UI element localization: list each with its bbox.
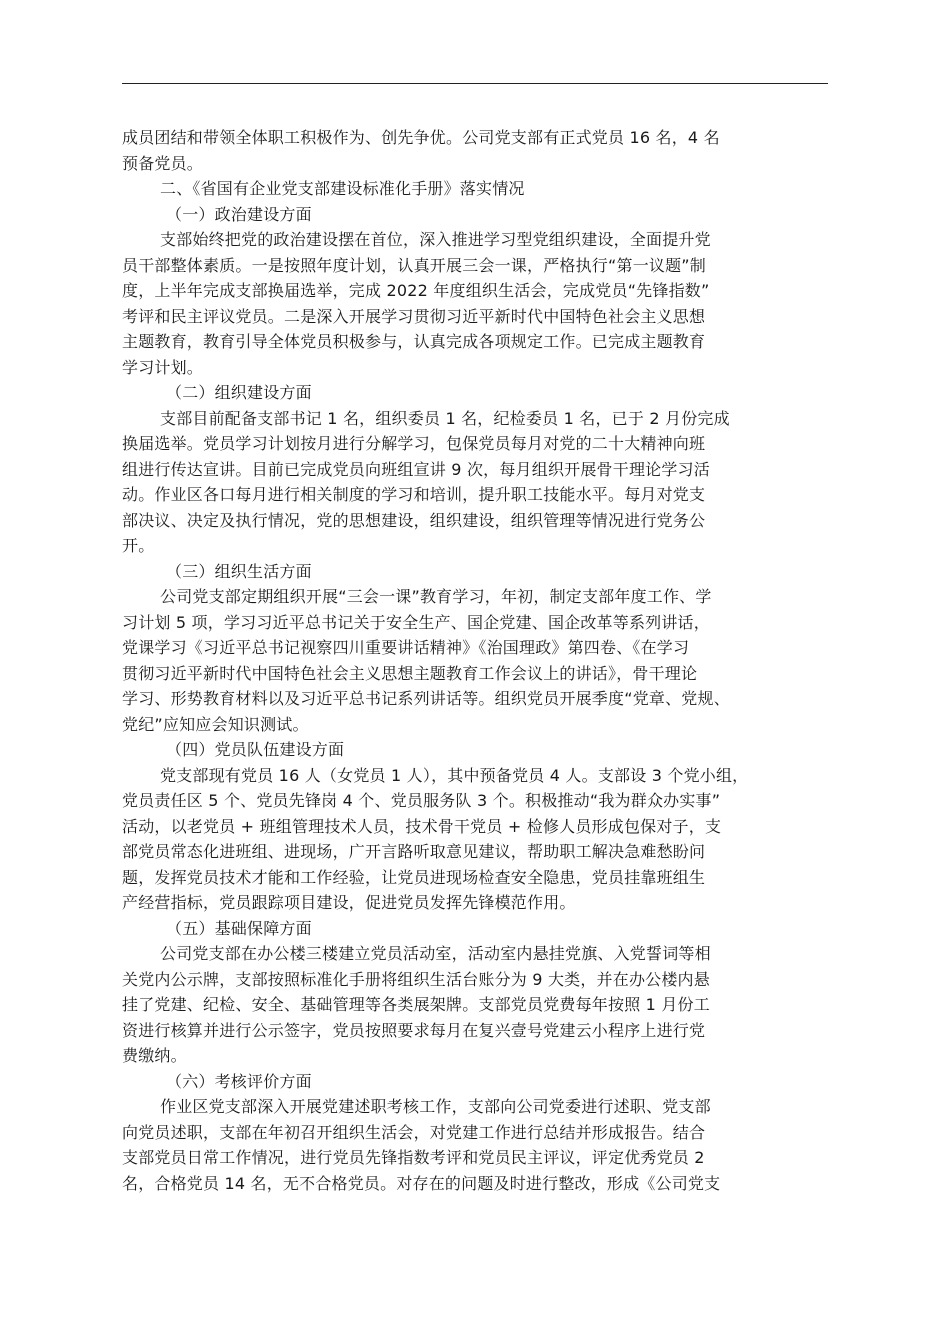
text-line: 支部始终把党的政治建设摆在首位，深入推进学习型党组织建设，全面提升党 [160, 230, 711, 249]
text-line: 题，发挥党员技术才能和工作经验，让党员进现场检查安全隐患，党员挂靠班组生 [122, 867, 706, 887]
text-line: 产经营指标，党员跟踪项目建设，促进党员发挥先锋模范作用。 [122, 893, 576, 912]
text-line: 党课学习《习近平总书记视察四川重要讲话精神》《治国理政》第四卷、《在学习 [122, 638, 690, 657]
text-line: 关党内公示牌，支部按照标准化手册将组织生活台账分为 9 大类，并在办公楼内悬 [122, 969, 710, 989]
text-line: 习计划 5 项，学习习近平总书记关于安全生产、国企党建、国企改革等系列讲话， [122, 612, 710, 632]
text-line: 支部目前配备支部书记 1 名，组织委员 1 名，纪检委员 1 名，已于 2 月份完成 [160, 408, 730, 428]
text-line: 向党员述职，支部在年初召开组织生活会，对党建工作进行总结并形成报告。结合 [122, 1122, 706, 1142]
text-line: 成员团结和带领全体职工积极作为、创先争优。公司党支部有正式党员 16 名，4 名 [122, 128, 720, 147]
text-line: 学习、形势教育材料以及习近平总书记系列讲话等。组织党员开展季度“党章、党规、 [122, 689, 730, 708]
text-line: 公司党支部在办公楼三楼建立党员活动室，活动室内悬挂党旗、入党誓词等相 [160, 944, 711, 963]
text-line: 挂了党建、纪检、安全、基础管理等各类展架牌。支部党员党费每年按照 1 月份工 [122, 995, 710, 1014]
text-line: （五）基础保障方面 [166, 918, 312, 938]
text-line: （二）组织建设方面 [166, 383, 312, 402]
text-line: 部决议、决定及执行情况，党的思想建设，组织建设，组织管理等情况进行党务公 [122, 510, 706, 530]
text-line: （六）考核评价方面 [166, 1071, 312, 1091]
text-line: 名，合格党员 14 名，无不合格党员。对存在的问题及时进行整改，形成《公司党支 [122, 1173, 721, 1193]
text-line: 考评和民主评议党员。二是深入开展学习贯彻习近平新时代中国特色社会主义思想 [122, 306, 706, 326]
text-line: 资进行核算并进行公示签字，党员按照要求每月在复兴壹号党建云小程序上进行党 [122, 1020, 706, 1040]
text-line: （三）组织生活方面 [166, 561, 312, 581]
text-line: 党员责任区 5 个、党员先锋岗 4 个、党员服务队 3 个。积极推动“我为群众办实事” [122, 791, 721, 810]
text-line: 员干部整体素质。一是按照年度计划，认真开展三会一课，严格执行“第一议题”制 [122, 255, 706, 275]
document-body [122, 125, 842, 1196]
text-line: 费缴纳。 [122, 1046, 187, 1065]
text-line: 二、《省国有企业党支部建设标准化手册》落实情况 [160, 179, 525, 198]
text-line: 贯彻习近平新时代中国特色社会主义思想主题教育工作会议上的讲话》，骨干理论 [122, 663, 698, 683]
text-line: 开。 [122, 536, 155, 555]
text-line: 党纪”应知应会知识测试。 [122, 714, 309, 734]
text-line: 作业区党支部深入开展党建述职考核工作，支部向公司党委进行述职、党支部 [160, 1097, 711, 1116]
text-line: 党支部现有党员 16 人（女党员 1 人），其中预备党员 4 人。支部设 3 个党小组， [160, 765, 749, 785]
text-line: 预备党员。 [122, 153, 204, 173]
text-line: 度，上半年完成支部换届选举，完成 2022 年度组织生活会，完成党员“先锋指数” [122, 281, 710, 300]
text-line: （四）党员队伍建设方面 [166, 740, 345, 759]
header-rule [122, 83, 828, 84]
text-line: 活动，以老党员 + 班组管理技术人员，技术骨干党员 + 检修人员形成包保对子，支 [122, 816, 722, 836]
text-line: 公司党支部定期组织开展“三会一课”教育学习，年初，制定支部年度工作、学 [160, 587, 712, 606]
text-line: 主题教育，教育引导全体党员积极参与，认真完成各项规定工作。已完成主题教育 [122, 332, 706, 351]
text-line: 支部党员日常工作情况，进行党员先锋指数考评和党员民主评议，评定优秀党员 2 [122, 1148, 705, 1167]
text-line: （一）政治建设方面 [166, 204, 312, 224]
text-line: 组进行传达宣讲。目前已完成党员向班组宣讲 9 次，每月组织开展骨干理论学习活 [122, 459, 710, 479]
text-line: 动。作业区各口每月进行相关制度的学习和培训，提升职工技能水平。每月对党支 [122, 485, 706, 504]
text-line: 部党员常态化进班组、进现场，广开言路听取意见建议，帮助职工解决急难愁盼问 [122, 842, 706, 861]
text-line: 学习计划。 [122, 357, 204, 377]
text-line: 换届选举。党员学习计划按月进行分解学习，包保党员每月对党的二十大精神向班 [122, 434, 706, 453]
